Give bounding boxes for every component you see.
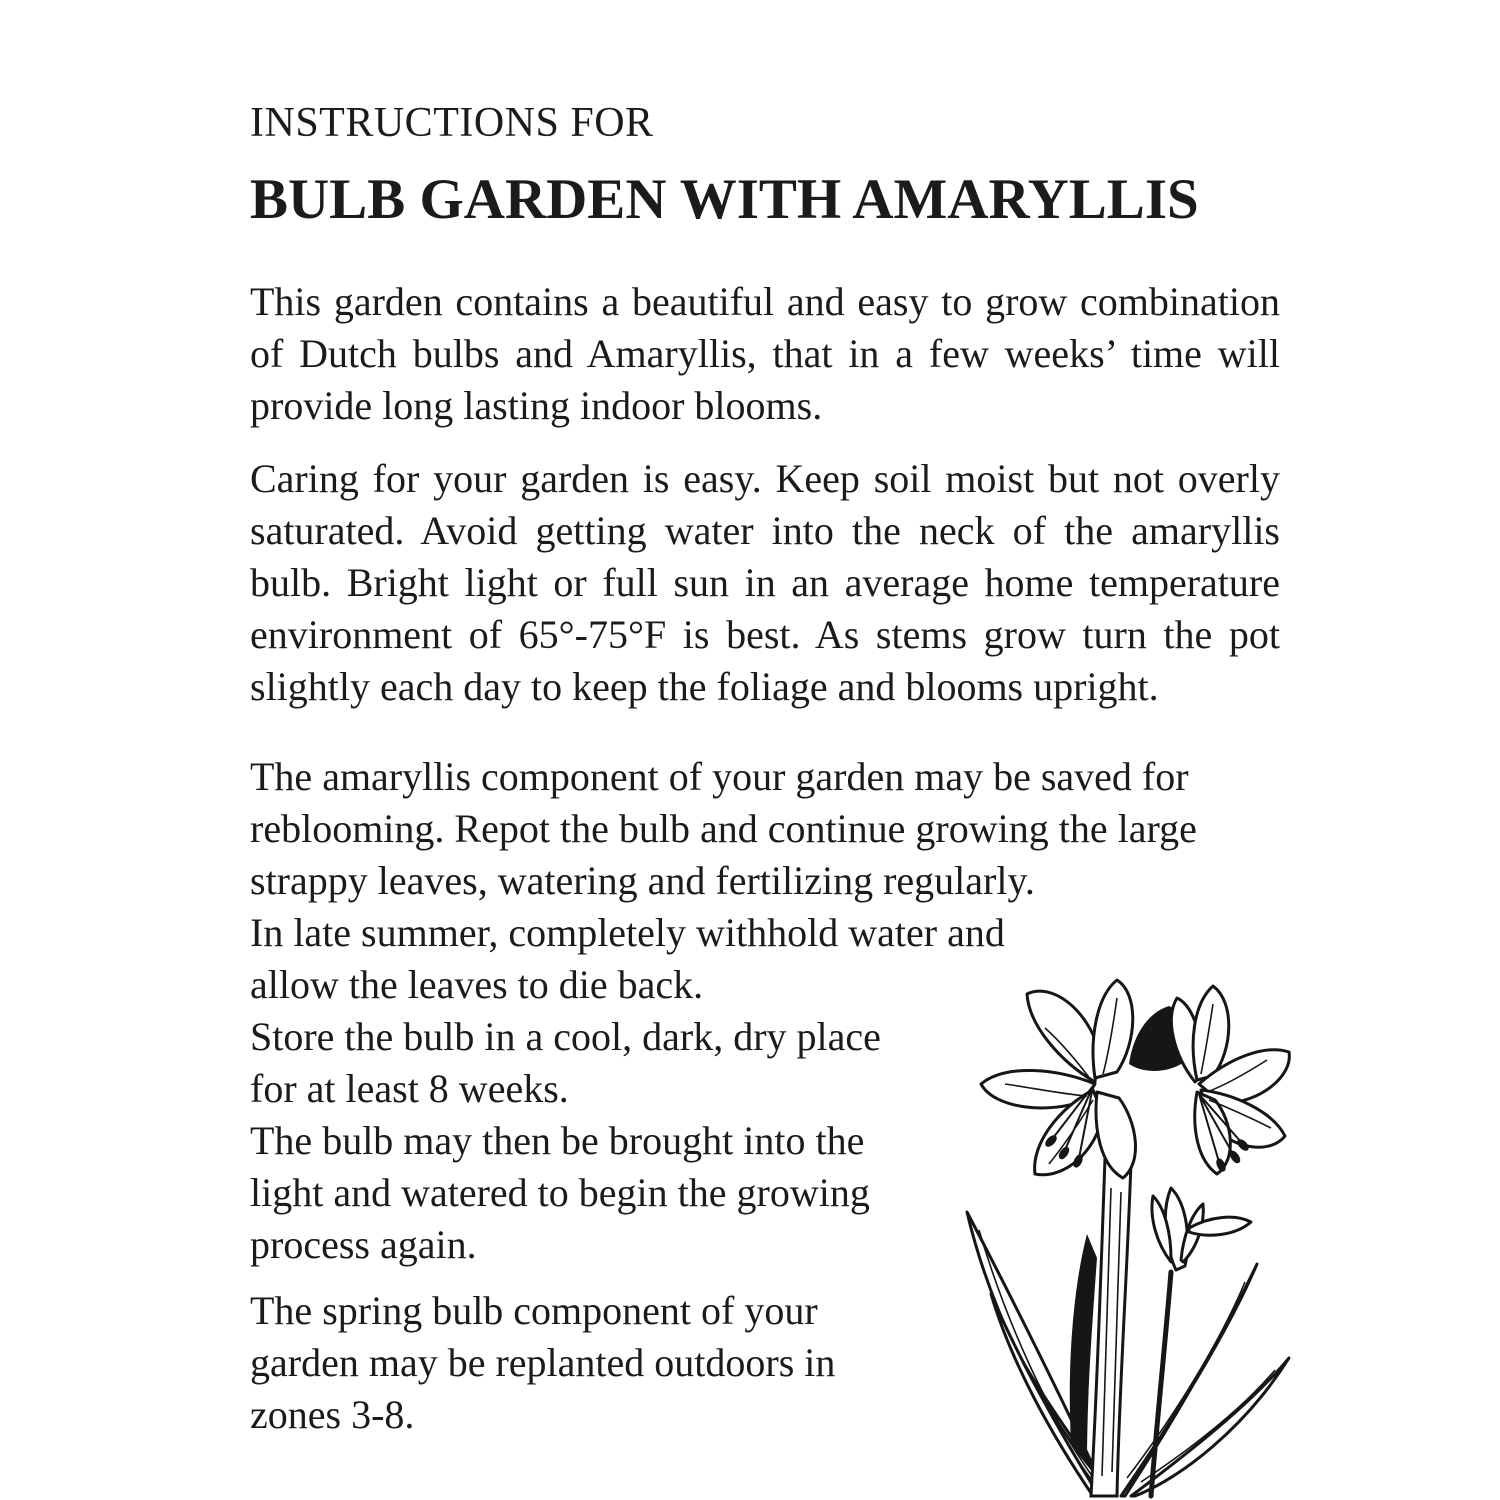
text-line: process again. xyxy=(250,1222,477,1267)
text-line: The spring bulb component of your xyxy=(250,1288,818,1333)
text-line: garden may be replanted outdoors in xyxy=(250,1340,836,1385)
care-paragraph: Caring for your garden is easy. Keep soil moist but not overly saturated. Avoid getting water into the neck of the amaryllis bulb. Bright light or full sun in an average home temperature environment of 65°-75°F is best. As stems grow turn the pot slightly each day to keep the foliage and blooms upright. xyxy=(250,456,1280,709)
page-title: BULB GARDEN WITH AMARYLLIS xyxy=(250,168,1199,231)
eyebrow-heading: INSTRUCTIONS FOR xyxy=(250,100,654,146)
intro-paragraph: This garden contains a beautiful and easy to grow combination of Dutch bulbs and Amaryllis, that in a few weeks’ time will provide long lasting indoor blooms. xyxy=(250,279,1280,428)
text-line: reblooming. Repot the bulb and continue growing the large xyxy=(250,806,1197,851)
text-line: for at least 8 weeks. xyxy=(250,1066,569,1111)
text-line: light and watered to begin the growing xyxy=(250,1170,870,1215)
amaryllis-illustration xyxy=(945,968,1340,1500)
text-line: strappy leaves, watering and fertilizing regularly. xyxy=(250,858,1035,903)
text-line: The amaryllis component of your garden may be saved for xyxy=(250,754,1189,799)
text-line: The bulb may then be brought into the xyxy=(250,1118,865,1163)
text-line: zones 3-8. xyxy=(250,1392,415,1437)
text-line: In late summer, completely withhold water and xyxy=(250,910,1005,955)
text-line: Store the bulb in a cool, dark, dry place xyxy=(250,1014,881,1059)
text-line: allow the leaves to die back. xyxy=(250,962,704,1007)
